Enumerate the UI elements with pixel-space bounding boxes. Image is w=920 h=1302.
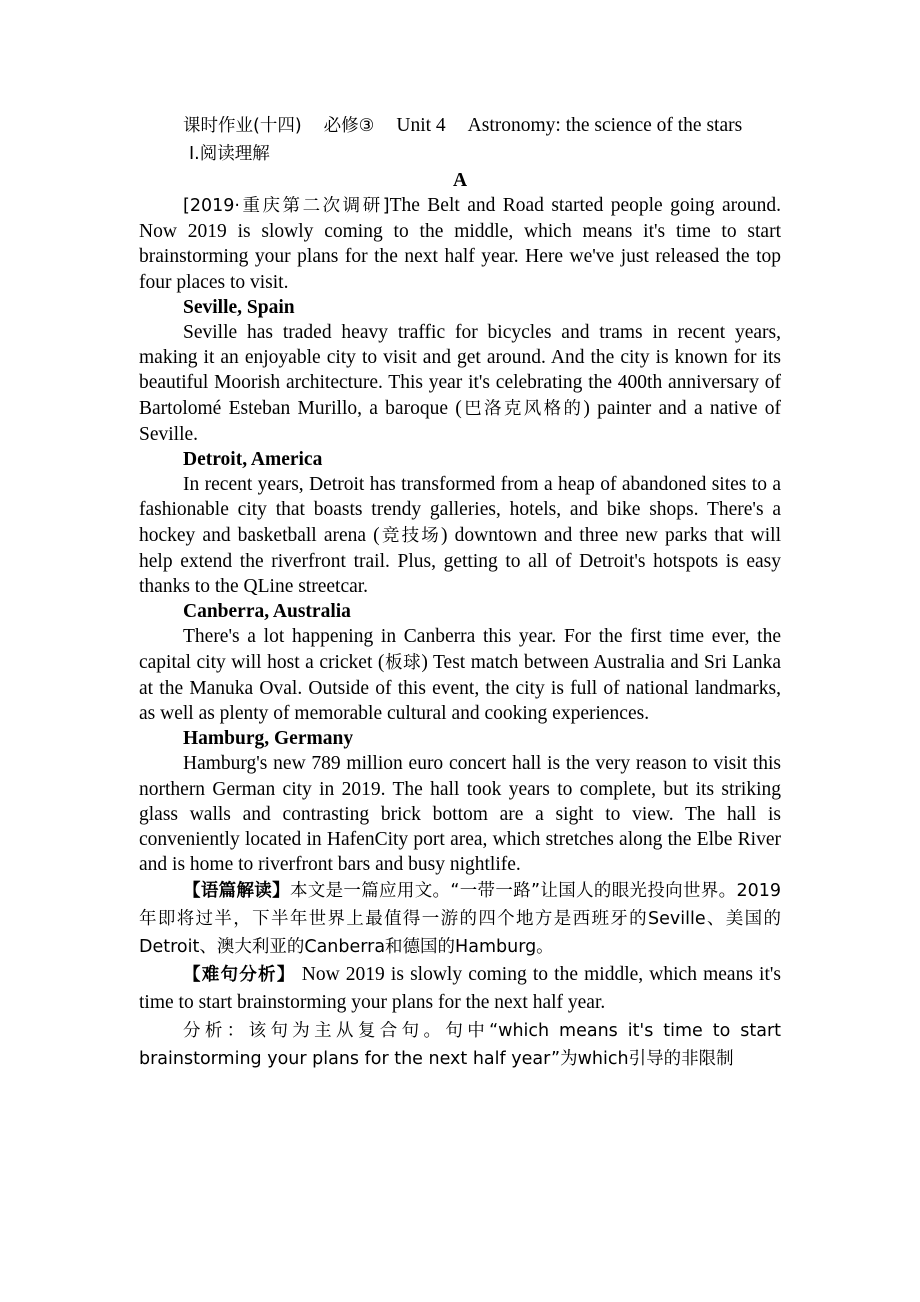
paragraph-text: There's a lot happening in Canberra this year. For the first time ever, the capital city will host a cricket ( [139, 626, 781, 673]
assignment-title [139, 112, 781, 140]
course-label: 课时作业(十四) [183, 116, 302, 136]
book-label: 必修③ [323, 116, 375, 136]
paragraph-text: ) painter and a native of Seville. [139, 397, 781, 445]
intro-text: The Belt and Road started people going around. Now 2019 is slowly coming to the middle, which means it's time to start brainstorming your plans for the next half year. Here we've just released the top four places to visit. [139, 195, 781, 293]
place-heading: Hamburg, Germany [183, 728, 354, 750]
passage-intro [139, 193, 781, 295]
place-paragraph [139, 472, 781, 599]
section-label: Ⅰ.阅读理解 [189, 144, 270, 164]
document-page [139, 112, 781, 1073]
note-tag: 【难句分析】 [183, 965, 296, 986]
note-tag: 【语篇解读】 [183, 881, 290, 902]
paragraph-text: In recent years, Detroit has transformed from a heap of abandoned sites to a fashionable city that boasts trendy galleries, hotels, and bike shops. There's a hockey and basketball arena ( [139, 474, 781, 546]
paragraph-text: Seville has traded heavy traffic for bicycles and trams in recent years, making it an enjoyable city to visit and get around. And the city is known for its beautiful Moorish architecture. This year it's celebrating the 400th anniversary of Bartolomé Esteban Murillo, a baroque ( [139, 322, 781, 419]
place-heading: Canberra, Australia [183, 601, 351, 623]
unit-title: Astronomy: the science of the stars [467, 115, 743, 136]
section-heading [139, 140, 781, 168]
gloss: 竞技场 [379, 525, 442, 546]
reading-note [139, 877, 781, 961]
place-paragraph [139, 624, 781, 726]
sentence-note [139, 961, 781, 1017]
analysis-text: 分析：该句为主从复合句。句中“which means it's time to start brainstorming your plans for the next half year”为which引导的非限制 [139, 1021, 781, 1070]
analysis-note [139, 1017, 781, 1073]
note-text: 本文是一篇应用文。“一带一路”让国人的眼光投向世界。2019年即将过半，下半年世界上最值得一游的四个地方是西班牙的Seville、美国的Detroit、澳大利亚的Canberra和德国的Hamburg。 [139, 881, 781, 958]
paragraph-text: ) downtown and three new parks that will help extend the riverfront trail. Plus, getting to all of Detroit's hotspots is easy thanks to the QLine streetcar. [139, 524, 781, 598]
paragraph-text: ) Test match between Australia and Sri Lanka at the Manuka Oval. Outside of this event, the city is full of national landmarks, as well as plenty of memorable cultural and cooking experiences. [139, 651, 782, 725]
gloss: 巴洛克风格的 [461, 398, 584, 419]
note-text: Now 2019 is slowly coming to the middle, which means it's time to start brainstorming your plans for the next half year. [139, 964, 781, 1014]
place-paragraph: Hamburg's new 789 million euro concert hall is the very reason to visit this northern German city in 2019. The hall took years to complete, but its striking glass walls and contrasting brick bottom are a sight to view. The hall is conveniently located in HafenCity port area, which stretches along the Elbe River and is home to riverfront bars and busy nightlife. [139, 753, 781, 876]
passage-letter: A [452, 170, 468, 191]
place-paragraph [139, 320, 781, 447]
place-heading: Detroit, America [183, 449, 323, 471]
place-heading: Seville, Spain [183, 296, 295, 318]
gloss: 板球 [384, 652, 422, 673]
unit-label: Unit 4 [396, 115, 446, 136]
intro-source: [2019·重庆第二次调研] [183, 196, 390, 216]
